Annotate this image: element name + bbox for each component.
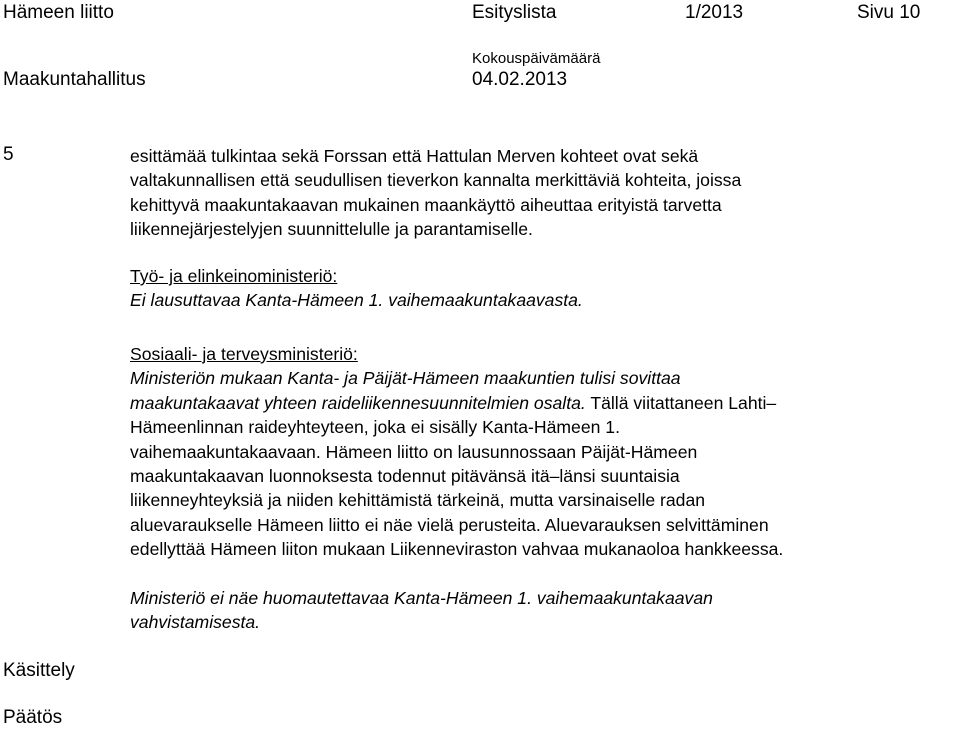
decision-label: Päätös [3,707,63,728]
text-line: edellyttää Hämeen liiton mukaan Liikenneviraston vahvaa mukanaoloa hankkeessa. [130,539,784,560]
text-line: Ei lausuttavaa Kanta-Hämeen 1. vaihemaakuntakaavasta. [130,290,583,311]
conclusion-paragraph [130,586,950,635]
text-line: liikennejärjestelyjen suunnittelulle ja parantamiselle. [130,219,533,240]
text-line: valtakunnallisen että seudullisen tieverkon kannalta merkittäviä kohteita, joissa [130,170,742,191]
item-number: 5 [3,144,14,165]
handling-label: Käsittely [3,660,75,681]
text-line: vahvistamisesta. [130,612,261,633]
ministry-statement-stm [130,342,950,562]
text-line: liikenneyhteyksiä ja niiden kehittämistä tärkeinä, mutta varsinaiselle radan [130,490,706,511]
text-line: Ministeriön mukaan Kanta- ja Päijät-Hämeen maakuntien tulisi sovittaa [130,368,681,389]
intro-paragraph [130,144,950,242]
text-line: Ministeriö ei näe huomautettavaa Kanta-Hämeen 1. vaihemaakuntakaavan [130,588,713,608]
continuation-text: Tällä viitattaneen Lahti– [585,392,777,413]
italic-text: maakuntakaavat yhteen raideliikennesuunnitelmien osalta. [130,392,586,413]
meeting-date: 04.02.2013 [472,69,568,90]
document-type: Esityslista [472,2,557,23]
section-heading: Työ- ja elinkeinoministeriö: [130,266,338,286]
text-line: aluevaraukselle Hämeen liitto ei näe vielä perusteita. Aluevarauksen selvittäminen [130,514,769,535]
ministry-statement-tem [130,264,950,313]
meeting-date-label: Kokouspäivämäärä [472,50,601,67]
text-line [130,391,950,415]
text-line: Hämeenlinnan raideyhteyteen, joka ei sisälly Kanta-Hämeen 1. [130,417,620,438]
organization-name: Hämeen liitto [3,2,114,23]
page-number: Sivu 10 [857,2,921,23]
text-line: kehittyvä maakuntakaavan mukainen maankäyttö aiheuttaa erityistä tarvetta [130,194,722,215]
text-line: vaihemaakuntakaavaan. Hämeen liitto on lausunnossaan Päijät-Hämeen [130,441,698,462]
text-line: esittämää tulkintaa sekä Forssan että Hattulan Merven kohteet ovat sekä [130,146,699,166]
text-line: maakuntakaavan luonnoksesta todennut pitävänsä itä–länsi suuntaisia [130,466,680,487]
governing-body: Maakuntahallitus [3,69,146,90]
issue-number: 1/2013 [685,2,744,23]
section-heading: Sosiaali- ja terveysministeriö: [130,344,358,364]
